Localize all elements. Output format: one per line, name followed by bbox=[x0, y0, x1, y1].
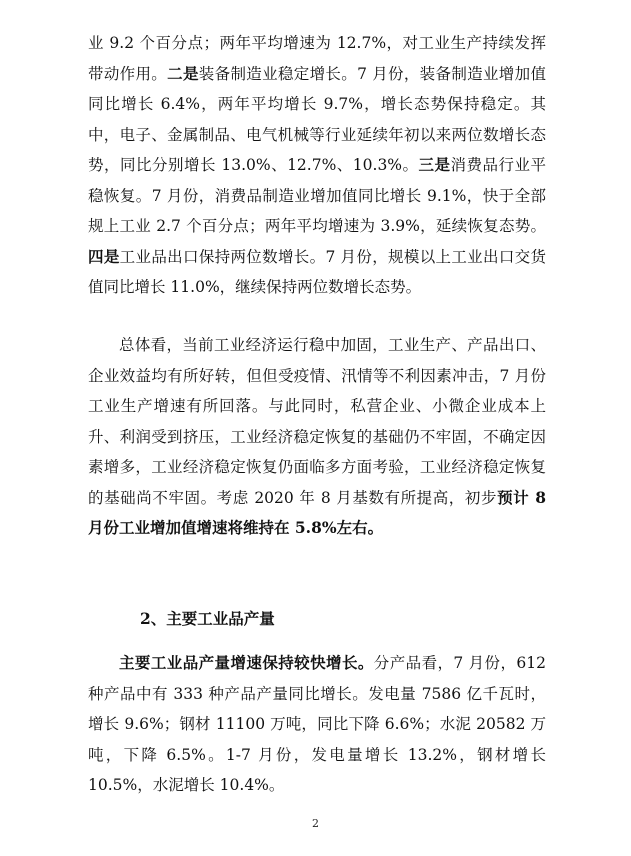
paragraph-overall-outlook bbox=[88, 330, 546, 544]
bold-lead-output: 主要工业品产量增速保持较快增长。 bbox=[119, 653, 374, 672]
bold-lead-fourth: 四是 bbox=[88, 246, 120, 266]
paragraph-text: 消费品行业平稳恢复。7 月份，消费品制造业增加值同比增长 9.1%，快于全部规上工业 2.7 个百分点；两年平均增速为 3.9%，延续恢复态势。 bbox=[88, 156, 546, 235]
paragraph-product-output bbox=[88, 648, 546, 801]
paragraph-text: 分产品看，7 月份，612 种产品中有 333 种产品产量同比增长。发电量 7586 亿千瓦时，增长 9.6%；钢材 11100 万吨，同比下降 6.6%；水泥 20582 万吨，下降 6.5%。1-7 月份，发电量增长 13.2%，钢材增长 10.5%，水泥增长 10.4%。 bbox=[88, 654, 546, 794]
paragraph-text: 装备制造业稳定增长。7 月份，装备制造业增加值同比增长 6.4%，两年平均增长 9.7%，增长态势保持稳定。其中，电子、金属制品、电气机械等行业延续年初以来两位数增长态势，同比分别增长 13.0%、12.7%、10.3%。 bbox=[88, 64, 546, 174]
paragraph-industry-sectors bbox=[88, 28, 546, 303]
paragraph-text: 业 9.2 个百分点；两年平均增速为 12.7%，对工业生产持续发挥带动作用。 bbox=[88, 34, 546, 83]
page-number: 2 bbox=[312, 817, 319, 830]
bold-lead-second: 二是 bbox=[167, 63, 199, 83]
paragraph-text: 工业品出口保持两位数增长。7 月份，规模以上工业出口交货值同比增长 11.0%，继续保持两位数增长态势。 bbox=[88, 247, 546, 296]
section-heading: 2、主要工业品产量 bbox=[140, 609, 275, 628]
paragraph-text: 总体看，当前工业经济运行稳中加固，工业生产、产品出口、企业效益均有所好转，但但受疫情、汛情等不利因素冲击，7 月份工业生产增速有所回落。与此同时，私营企业、小微企业成本上升、利润受到挤压，工业经济稳定恢复的基础仍不牢固，不确定因素增多，工业经济稳定恢复仍面临多方面考验，工业经济稳定恢复的基础尚不牢固。考虑 2020 年 8 月基数有所提高，初步 bbox=[88, 336, 546, 507]
bold-lead-third: 三是 bbox=[418, 155, 451, 174]
bold-forecast: 预计 8 月份工业增加值增速将维持在 5.8%左右。 bbox=[88, 487, 546, 537]
